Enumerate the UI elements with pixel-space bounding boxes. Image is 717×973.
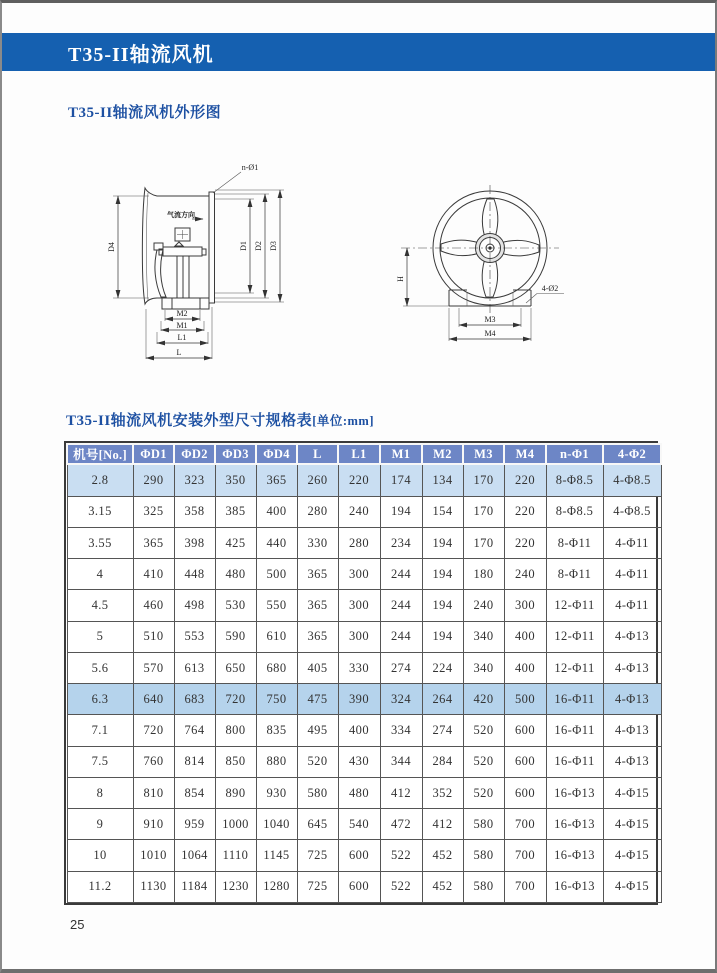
- table-cell: 440: [256, 527, 297, 558]
- table-cell: 959: [174, 809, 215, 840]
- svg-text:H: H: [396, 276, 405, 282]
- table-cell: 425: [215, 527, 256, 558]
- table-cell: 344: [380, 746, 422, 777]
- table-cell: 325: [133, 496, 174, 527]
- table-cell: 764: [174, 715, 215, 746]
- table-cell: 12-Φ11: [546, 621, 603, 652]
- dim-d3: [215, 190, 284, 302]
- table-cell: 8: [67, 777, 133, 808]
- table-cell: 220: [504, 496, 546, 527]
- table-cell: 700: [504, 871, 546, 902]
- table-row: [67, 464, 661, 496]
- table-cell: 498: [174, 590, 215, 621]
- table-cell: 8-Φ8.5: [546, 464, 603, 496]
- table-cell: 1184: [174, 871, 215, 902]
- table-cell: 300: [338, 590, 380, 621]
- dimensions-table: [66, 443, 662, 903]
- table-cell: 645: [297, 809, 338, 840]
- table-cell: 4-Φ8.5: [603, 496, 661, 527]
- table-row: [67, 652, 661, 683]
- table-cell: 398: [174, 527, 215, 558]
- table-cell: 760: [133, 746, 174, 777]
- table-row: [67, 527, 661, 558]
- table-cell: 300: [504, 590, 546, 621]
- table-cell: 613: [174, 652, 215, 683]
- table-cell: 170: [463, 527, 504, 558]
- table-cell: 340: [463, 652, 504, 683]
- table-cell: 224: [422, 652, 463, 683]
- table-cell: 365: [297, 621, 338, 652]
- table-row: [67, 777, 661, 808]
- table-cell: 600: [504, 777, 546, 808]
- table-cell: 1280: [256, 871, 297, 902]
- table-cell: 365: [133, 527, 174, 558]
- table-cell: 154: [422, 496, 463, 527]
- table-cell: 522: [380, 871, 422, 902]
- table-header-cell: 4-Φ2: [603, 444, 661, 464]
- table-cell: 570: [133, 652, 174, 683]
- table-cell: 640: [133, 684, 174, 715]
- table-cell: 2.8: [67, 464, 133, 496]
- table-title-unit: [单位:mm]: [312, 414, 375, 428]
- table-cell: 550: [256, 590, 297, 621]
- table-cell: 4-Φ13: [603, 715, 661, 746]
- table-cell: 720: [215, 684, 256, 715]
- table-cell: 260: [297, 464, 338, 496]
- table-cell: 16-Φ13: [546, 840, 603, 871]
- table-cell: 930: [256, 777, 297, 808]
- table-cell: 4-Φ13: [603, 746, 661, 777]
- table-cell: 1145: [256, 840, 297, 871]
- table-cell: 725: [297, 871, 338, 902]
- table-row: [67, 559, 661, 590]
- table-cell: 12-Φ11: [546, 652, 603, 683]
- page-title: T35-II轴流风机: [68, 43, 214, 66]
- table-cell: 750: [256, 684, 297, 715]
- table-cell: 280: [297, 496, 338, 527]
- table-header-cell: ΦD4: [256, 444, 297, 464]
- table-cell: 330: [338, 652, 380, 683]
- table-cell: 12-Φ11: [546, 590, 603, 621]
- svg-text:M4: M4: [484, 329, 496, 338]
- dim-d1: [215, 199, 254, 293]
- table-cell: 280: [338, 527, 380, 558]
- table-cell: 170: [463, 464, 504, 496]
- table-row: [67, 809, 661, 840]
- airflow-label: 气流方向: [167, 211, 195, 219]
- table-cell: 1230: [215, 871, 256, 902]
- table-cell: 4-Φ15: [603, 840, 661, 871]
- table-header-cell: n-Φ1: [546, 444, 603, 464]
- dim-m1: [161, 321, 204, 331]
- table-cell: 194: [422, 527, 463, 558]
- table-cell: 600: [338, 871, 380, 902]
- table-cell: 520: [463, 746, 504, 777]
- table-cell: 412: [380, 777, 422, 808]
- section-title: T35-II轴流风机外形图: [68, 105, 222, 121]
- table-header-cell: M1: [380, 444, 422, 464]
- table-cell: 400: [504, 652, 546, 683]
- table-cell: 475: [297, 684, 338, 715]
- table-cell: 330: [297, 527, 338, 558]
- table-cell: 5: [67, 621, 133, 652]
- table-cell: 194: [380, 496, 422, 527]
- table-cell: 194: [422, 621, 463, 652]
- table-cell: 194: [422, 590, 463, 621]
- table-cell: 134: [422, 464, 463, 496]
- table-body: [67, 464, 661, 903]
- table-cell: 1130: [133, 871, 174, 902]
- dimensions-table-wrap: [64, 441, 658, 905]
- svg-text:M3: M3: [484, 315, 496, 324]
- svg-text:L1: L1: [177, 333, 187, 342]
- table-cell: 600: [504, 715, 546, 746]
- table-row: [67, 590, 661, 621]
- svg-text:D4: D4: [107, 242, 116, 252]
- table-cell: 240: [338, 496, 380, 527]
- table-cell: 4-Φ11: [603, 559, 661, 590]
- table-cell: 680: [256, 652, 297, 683]
- table-cell: 4: [67, 559, 133, 590]
- table-cell: 412: [422, 809, 463, 840]
- table-cell: 350: [215, 464, 256, 496]
- table-cell: 240: [463, 590, 504, 621]
- table-cell: 352: [422, 777, 463, 808]
- table-cell: 452: [422, 871, 463, 902]
- table-cell: 590: [215, 621, 256, 652]
- table-cell: 650: [215, 652, 256, 683]
- table-cell: 480: [215, 559, 256, 590]
- svg-text:M1: M1: [176, 321, 188, 330]
- table-cell: 580: [297, 777, 338, 808]
- table-cell: 7.1: [67, 715, 133, 746]
- table-cell: 4-Φ15: [603, 871, 661, 902]
- svg-text:D2: D2: [254, 241, 263, 251]
- table-cell: 4-Φ15: [603, 809, 661, 840]
- table-cell: 300: [338, 621, 380, 652]
- table-cell: 850: [215, 746, 256, 777]
- table-cell: 4-Φ13: [603, 684, 661, 715]
- table-cell: 4.5: [67, 590, 133, 621]
- table-cell: 600: [338, 840, 380, 871]
- table-cell: 220: [338, 464, 380, 496]
- table-cell: 890: [215, 777, 256, 808]
- table-cell: 4-Φ8.5: [603, 464, 661, 496]
- table-row: [67, 496, 661, 527]
- table-cell: 452: [422, 840, 463, 871]
- table-cell: 810: [133, 777, 174, 808]
- table-cell: 8-Φ11: [546, 527, 603, 558]
- table-cell: 500: [256, 559, 297, 590]
- table-cell: 244: [380, 621, 422, 652]
- table-cell: 3.15: [67, 496, 133, 527]
- table-cell: 553: [174, 621, 215, 652]
- table-cell: 7.5: [67, 746, 133, 777]
- table-cell: 880: [256, 746, 297, 777]
- table-cell: 4-Φ11: [603, 590, 661, 621]
- table-title-text: T35-II轴流风机安装外型尺寸规格表: [66, 413, 313, 429]
- table-cell: 835: [256, 715, 297, 746]
- table-cell: 910: [133, 809, 174, 840]
- table-cell: 274: [380, 652, 422, 683]
- motor-assembly: [154, 228, 206, 298]
- dim-m2: [165, 309, 200, 321]
- table-cell: 520: [297, 746, 338, 777]
- table-cell: 480: [338, 777, 380, 808]
- table-cell: 220: [504, 464, 546, 496]
- side-view-drawing: [105, 151, 355, 383]
- table-header-cell: ΦD2: [174, 444, 215, 464]
- page-number: 25: [70, 917, 85, 932]
- dim-l1: [157, 332, 208, 344]
- table-cell: 495: [297, 715, 338, 746]
- table-cell: 264: [422, 684, 463, 715]
- table-cell: 274: [422, 715, 463, 746]
- svg-text:L: L: [176, 348, 182, 357]
- table-header-cell: M4: [504, 444, 546, 464]
- table-cell: 3.55: [67, 527, 133, 558]
- table-header-row: [67, 444, 661, 464]
- table-cell: 6.3: [67, 684, 133, 715]
- table-cell: 420: [463, 684, 504, 715]
- table-cell: 365: [256, 464, 297, 496]
- table-row: [67, 746, 661, 777]
- table-cell: 16-Φ13: [546, 809, 603, 840]
- table-cell: 170: [463, 496, 504, 527]
- table-cell: 11.2: [67, 871, 133, 902]
- table-cell: 244: [380, 559, 422, 590]
- table-cell: 522: [380, 840, 422, 871]
- svg-text:D1: D1: [239, 241, 248, 251]
- table-row: [67, 715, 661, 746]
- table-cell: 4-Φ11: [603, 527, 661, 558]
- table-cell: 800: [215, 715, 256, 746]
- table-cell: 365: [297, 559, 338, 590]
- table-title: [66, 409, 374, 430]
- table-cell: 700: [504, 809, 546, 840]
- table-cell: 8-Φ8.5: [546, 496, 603, 527]
- table-cell: 530: [215, 590, 256, 621]
- table-cell: 540: [338, 809, 380, 840]
- table-cell: 16-Φ13: [546, 871, 603, 902]
- table-cell: 365: [297, 590, 338, 621]
- table-cell: 358: [174, 496, 215, 527]
- table-cell: 683: [174, 684, 215, 715]
- table-cell: 1000: [215, 809, 256, 840]
- table-cell: 400: [338, 715, 380, 746]
- table-header-cell: M2: [422, 444, 463, 464]
- table-cell: 725: [297, 840, 338, 871]
- table-header-cell: L1: [338, 444, 380, 464]
- table-cell: 814: [174, 746, 215, 777]
- table-cell: 4-Φ15: [603, 777, 661, 808]
- table-cell: 430: [338, 746, 380, 777]
- table-cell: 448: [174, 559, 215, 590]
- table-cell: 400: [256, 496, 297, 527]
- table-cell: 244: [380, 590, 422, 621]
- table-cell: 1110: [215, 840, 256, 871]
- table-cell: 720: [133, 715, 174, 746]
- table-cell: 324: [380, 684, 422, 715]
- table-cell: 1040: [256, 809, 297, 840]
- table-cell: 580: [463, 809, 504, 840]
- table-cell: 174: [380, 464, 422, 496]
- table-cell: 4-Φ13: [603, 621, 661, 652]
- table-cell: 300: [338, 559, 380, 590]
- table-header-cell: ΦD1: [133, 444, 174, 464]
- svg-text:D3: D3: [269, 241, 278, 251]
- table-cell: 10: [67, 840, 133, 871]
- flange-hole-callout: n-Ø1: [241, 163, 259, 172]
- table-cell: 854: [174, 777, 215, 808]
- table-cell: 580: [463, 871, 504, 902]
- table-cell: 385: [215, 496, 256, 527]
- table-cell: 1010: [133, 840, 174, 871]
- table-row: [67, 684, 661, 715]
- table-cell: 240: [504, 559, 546, 590]
- table-cell: 180: [463, 559, 504, 590]
- table-cell: 510: [133, 621, 174, 652]
- table-cell: 16-Φ11: [546, 715, 603, 746]
- table-cell: 400: [504, 621, 546, 652]
- table-cell: 580: [463, 840, 504, 871]
- table-cell: 9: [67, 809, 133, 840]
- table-header-cell: M3: [463, 444, 504, 464]
- table-cell: 5.6: [67, 652, 133, 683]
- table-cell: 334: [380, 715, 422, 746]
- table-cell: 610: [256, 621, 297, 652]
- svg-text:M2: M2: [176, 309, 188, 318]
- table-cell: 472: [380, 809, 422, 840]
- title-bar: [2, 33, 715, 71]
- table-row: [67, 840, 661, 871]
- table-cell: 405: [297, 652, 338, 683]
- table-cell: 323: [174, 464, 215, 496]
- table-header-cell: 机号[No.]: [67, 444, 133, 464]
- table-cell: 340: [463, 621, 504, 652]
- table-cell: 16-Φ11: [546, 746, 603, 777]
- table-cell: 4-Φ13: [603, 652, 661, 683]
- table-cell: 284: [422, 746, 463, 777]
- table-header-cell: L: [297, 444, 338, 464]
- table-row: [67, 621, 661, 652]
- table-row: [67, 871, 661, 902]
- table-cell: 1064: [174, 840, 215, 871]
- table-cell: 220: [504, 527, 546, 558]
- table-cell: 234: [380, 527, 422, 558]
- table-cell: 290: [133, 464, 174, 496]
- table-cell: 16-Φ11: [546, 684, 603, 715]
- table-cell: 16-Φ13: [546, 777, 603, 808]
- table-cell: 700: [504, 840, 546, 871]
- table-cell: 520: [463, 777, 504, 808]
- table-cell: 600: [504, 746, 546, 777]
- table-cell: 500: [504, 684, 546, 715]
- svg-text:4-Ø2: 4-Ø2: [541, 284, 559, 293]
- table-cell: 520: [463, 715, 504, 746]
- table-cell: 194: [422, 559, 463, 590]
- table-cell: 390: [338, 684, 380, 715]
- table-cell: 460: [133, 590, 174, 621]
- front-view-drawing: [387, 161, 602, 361]
- table-header-cell: ΦD3: [215, 444, 256, 464]
- table-cell: 8-Φ11: [546, 559, 603, 590]
- table-cell: 410: [133, 559, 174, 590]
